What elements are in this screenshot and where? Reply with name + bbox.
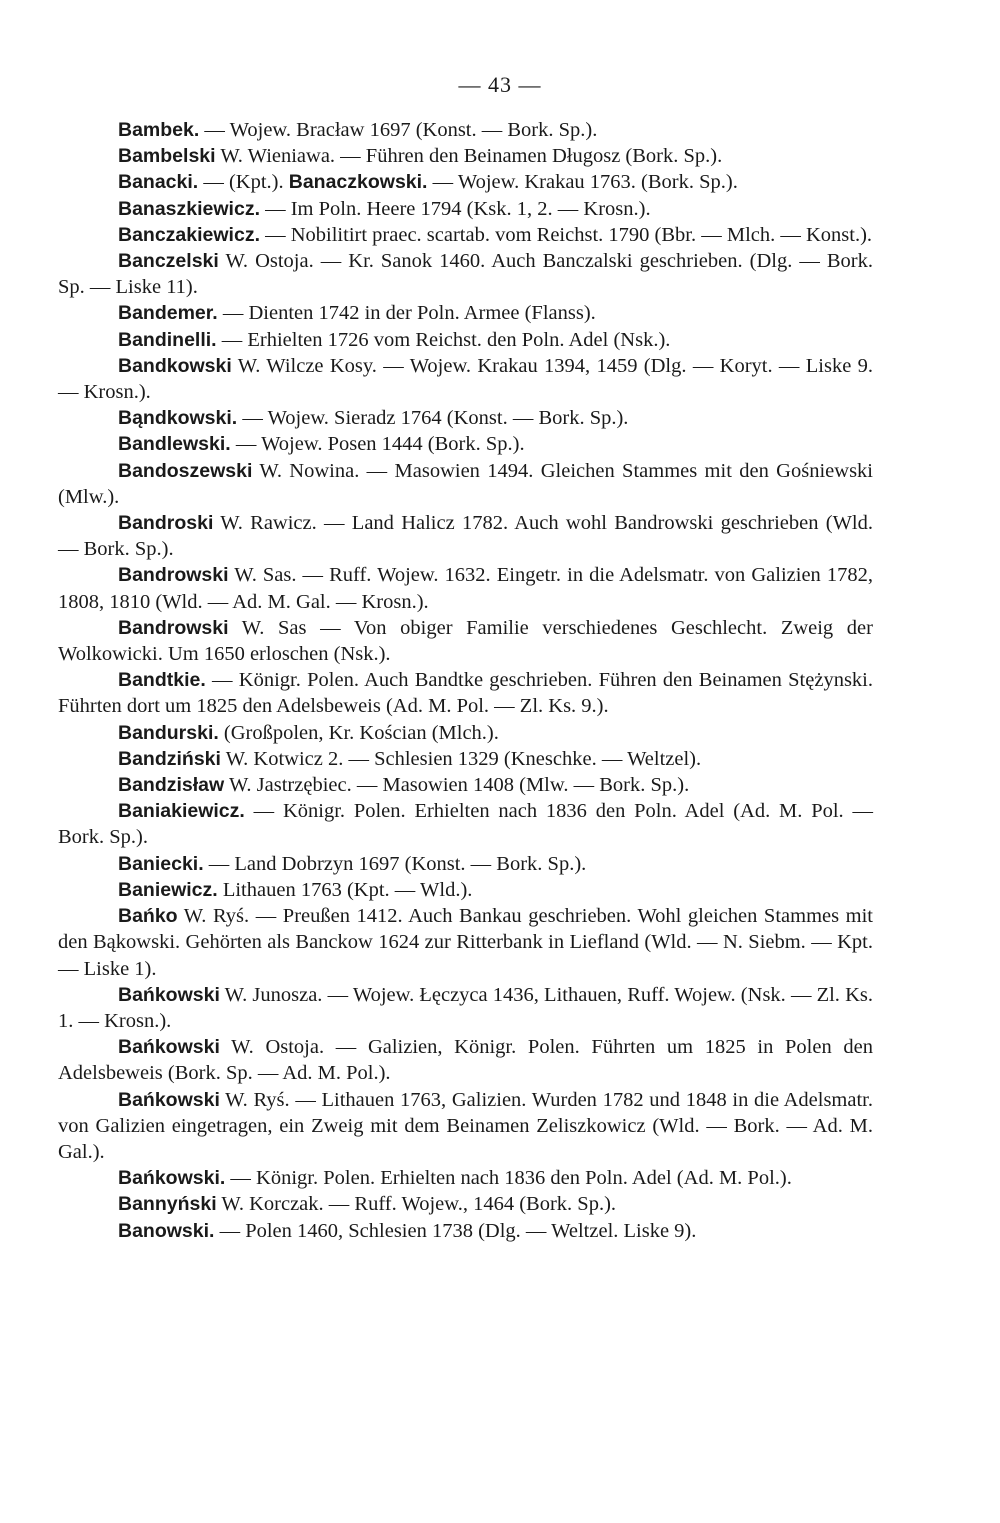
entry bbox=[58, 169, 873, 195]
entry-text: W. Ostoja. — Galizien, Königr. Polen. Führten um 1825 in Polen den Adelsbeweis (Bork. Sp. — Ad. M. Pol.). bbox=[58, 1036, 873, 1085]
entry bbox=[58, 877, 873, 903]
entry-text: — Nobilitirt praec. scartab. vom Reichst. 1790 (Bbr. — Mlch. — Konst.). bbox=[259, 223, 873, 246]
entry-text: W. Jastrzębiec. — Masowien 1408 (Mlw. — Bork. Sp.). bbox=[224, 774, 690, 797]
entry-surname: Baniecki. bbox=[118, 852, 204, 875]
entry-text: — Land Dobrzyn 1697 (Konst. — Bork. Sp.). bbox=[203, 852, 587, 875]
entry bbox=[58, 222, 873, 248]
entry bbox=[58, 851, 873, 877]
entry-text: W. Nowina. — Masowien 1494. Gleichen Stammes mit den Gośniewski (Mlw.). bbox=[58, 459, 873, 508]
entry bbox=[58, 458, 873, 510]
entry-text: — Königr. Polen. Erhielten nach 1836 den Poln. Adel (Ad. M. Pol.). bbox=[225, 1167, 792, 1190]
entry bbox=[58, 248, 873, 300]
entry-text: — Erhielten 1726 vom Reichst. den Poln. Adel (Nsk.). bbox=[216, 328, 671, 351]
entry-text: — (Kpt.). bbox=[198, 171, 289, 194]
entry bbox=[58, 903, 873, 982]
entry-surname: Bańkowski bbox=[118, 1088, 220, 1111]
entry bbox=[58, 720, 873, 746]
entry-surname: Bannyński bbox=[118, 1193, 217, 1216]
page-number: — 43 — bbox=[458, 72, 542, 97]
entry bbox=[58, 1191, 873, 1217]
entry-surname: Banowski. bbox=[118, 1219, 215, 1242]
entry-text: W. Ryś. — Lithauen 1763, Galizien. Wurden 1782 und 1848 in die Adelsmatr. von Galizien eingetragen, ein Zweig mit dem Beinamen Zeliszkowicz (Wld. — Bork. — Ad. M. Gal.). bbox=[58, 1088, 873, 1163]
entry-text: W. Ryś. — Preußen 1412. Auch Bankau geschrieben. Wohl gleichen Stammes mit den Bąkowski. Gehörten als Banckow 1624 zur Ritterbank in Liefland (Wld. — N. Siebm. — Kpt. — Liske 1). bbox=[58, 905, 873, 980]
entry-surname: Bańkowski bbox=[118, 983, 220, 1006]
entry-surname: Banacki. bbox=[118, 171, 199, 194]
entry-surname: Bandroski bbox=[118, 512, 214, 535]
entry-surname: Bandkowski bbox=[118, 354, 232, 377]
entry-surname: Bandoszewski bbox=[118, 459, 253, 482]
entry-text: W. Wieniawa. — Führen den Beinamen Długosz (Bork. Sp.). bbox=[215, 145, 723, 168]
entry-text: — Königr. Polen. Auch Bandtke geschrieben. Führen den Beinamen Stężynski. Führten dort um 1825 den Adelsbeweis (Ad. M. Pol. — Zl. Ks. 9.). bbox=[58, 669, 873, 718]
entry bbox=[58, 405, 873, 431]
entry-surname: Bandinelli. bbox=[118, 328, 217, 351]
entry-surname: Bandziński bbox=[118, 747, 221, 770]
entry-surname: Bambek. bbox=[118, 119, 200, 141]
entry-text: Lithauen 1763 (Kpt. — Wld.). bbox=[217, 878, 473, 901]
entry-text: W. Kotwicz 2. — Schlesien 1329 (Kneschke. — Weltzel). bbox=[220, 747, 702, 770]
entry-text: W. Korczak. — Ruff. Wojew., 1464 (Bork. Sp.). bbox=[216, 1193, 617, 1216]
entry-text: — Wojew. Bracław 1697 (Konst. — Bork. Sp.). bbox=[199, 119, 598, 141]
entry bbox=[58, 746, 873, 772]
entry-text: — Wojew. Posen 1444 (Bork. Sp.). bbox=[230, 433, 525, 456]
entry-surname: Bandlewski. bbox=[118, 433, 231, 456]
entry-text: — Wojew. Sieradz 1764 (Konst. — Bork. Sp.). bbox=[237, 407, 629, 430]
entry bbox=[58, 510, 873, 562]
entry-surname: Bandzisław bbox=[118, 774, 225, 797]
entry-surname: Baniewicz. bbox=[118, 878, 218, 901]
entry-surname: Bandrowski bbox=[118, 616, 229, 639]
entry bbox=[58, 196, 873, 222]
entry-surname: Banczelski bbox=[118, 250, 219, 273]
entry bbox=[58, 117, 873, 143]
entry-surname: Banaszkiewicz. bbox=[118, 197, 260, 220]
entry-list bbox=[58, 117, 873, 1244]
entry-text: W. Sas. — Ruff. Wojew. 1632. Eingetr. in die Adelsmatr. von Galizien 1782, 1808, 1810 (Wld. — Ad. M. Gal. — Krosn.). bbox=[58, 564, 873, 613]
entry bbox=[58, 798, 873, 850]
entry-surname: Banaczkowski. bbox=[288, 171, 428, 194]
entry bbox=[58, 667, 873, 719]
entry-surname: Bandurski. bbox=[118, 721, 219, 744]
entry bbox=[58, 143, 873, 169]
entry bbox=[58, 1218, 873, 1244]
entry-text: — Polen 1460, Schlesien 1738 (Dlg. — Weltzel. Liske 9). bbox=[214, 1219, 697, 1242]
entry-text: W. Rawicz. — Land Halicz 1782. Auch wohl Bandrowski geschrieben (Wld. — Bork. Sp.). bbox=[58, 512, 873, 561]
entry bbox=[58, 562, 873, 614]
entry bbox=[58, 327, 873, 353]
entry-text: W. Sas — Von obiger Familie verschiedenes Geschlecht. Zweig der Wolkowicki. Um 1650 erloschen (Nsk.). bbox=[58, 616, 873, 666]
entry bbox=[58, 353, 873, 405]
entry bbox=[58, 1165, 873, 1191]
entry-surname: Bańkowski. bbox=[118, 1167, 226, 1190]
entry-text: — Dienten 1742 in der Poln. Armee (Flanss). bbox=[217, 302, 596, 325]
entry-text: — Wojew. Krakau 1763. (Bork. Sp.). bbox=[427, 171, 738, 194]
entry bbox=[58, 982, 873, 1034]
entry-text: — Königr. Polen. Erhielten nach 1836 den Poln. Adel (Ad. M. Pol. — Bork. Sp.). bbox=[58, 800, 873, 849]
entry bbox=[58, 1087, 873, 1166]
entry-text: W. Wilcze Kosy. — Wojew. Krakau 1394, 1459 (Dlg. — Koryt. — Liske 9. — Krosn.). bbox=[58, 354, 873, 404]
entry-text: — Im Poln. Heere 1794 (Ksk. 1, 2. — Krosn.). bbox=[259, 197, 651, 220]
entry-surname: Bandrowski bbox=[118, 564, 229, 587]
entry-surname: Baniakiewicz. bbox=[118, 800, 245, 823]
entry-surname: Bańko bbox=[118, 905, 178, 928]
entry-text: W. Ostoja. — Kr. Sanok 1460. Auch Banczalski geschrieben. (Dlg. — Bork. Sp. — Liske 11). bbox=[58, 250, 873, 299]
entry-surname: Bambelski bbox=[118, 145, 216, 168]
entry bbox=[58, 300, 873, 326]
entry bbox=[58, 431, 873, 457]
entry bbox=[58, 615, 873, 667]
entry-surname: Banczakiewicz. bbox=[118, 223, 260, 246]
entry-surname: Bąndkowski. bbox=[118, 407, 238, 430]
entry bbox=[58, 1034, 873, 1086]
entry-surname: Bandtkie. bbox=[118, 669, 206, 692]
entry bbox=[58, 772, 873, 798]
entry-text: (Großpolen, Kr. Kościan (Mlch.). bbox=[218, 721, 499, 744]
entry-text: W. Junosza. — Wojew. Łęczyca 1436, Lithauen, Ruff. Wojew. (Nsk. — Zl. Ks. 1. — Krosn.). bbox=[58, 983, 873, 1032]
entry-surname: Bandemer. bbox=[118, 302, 218, 325]
entry-surname: Bańkowski bbox=[118, 1036, 220, 1059]
